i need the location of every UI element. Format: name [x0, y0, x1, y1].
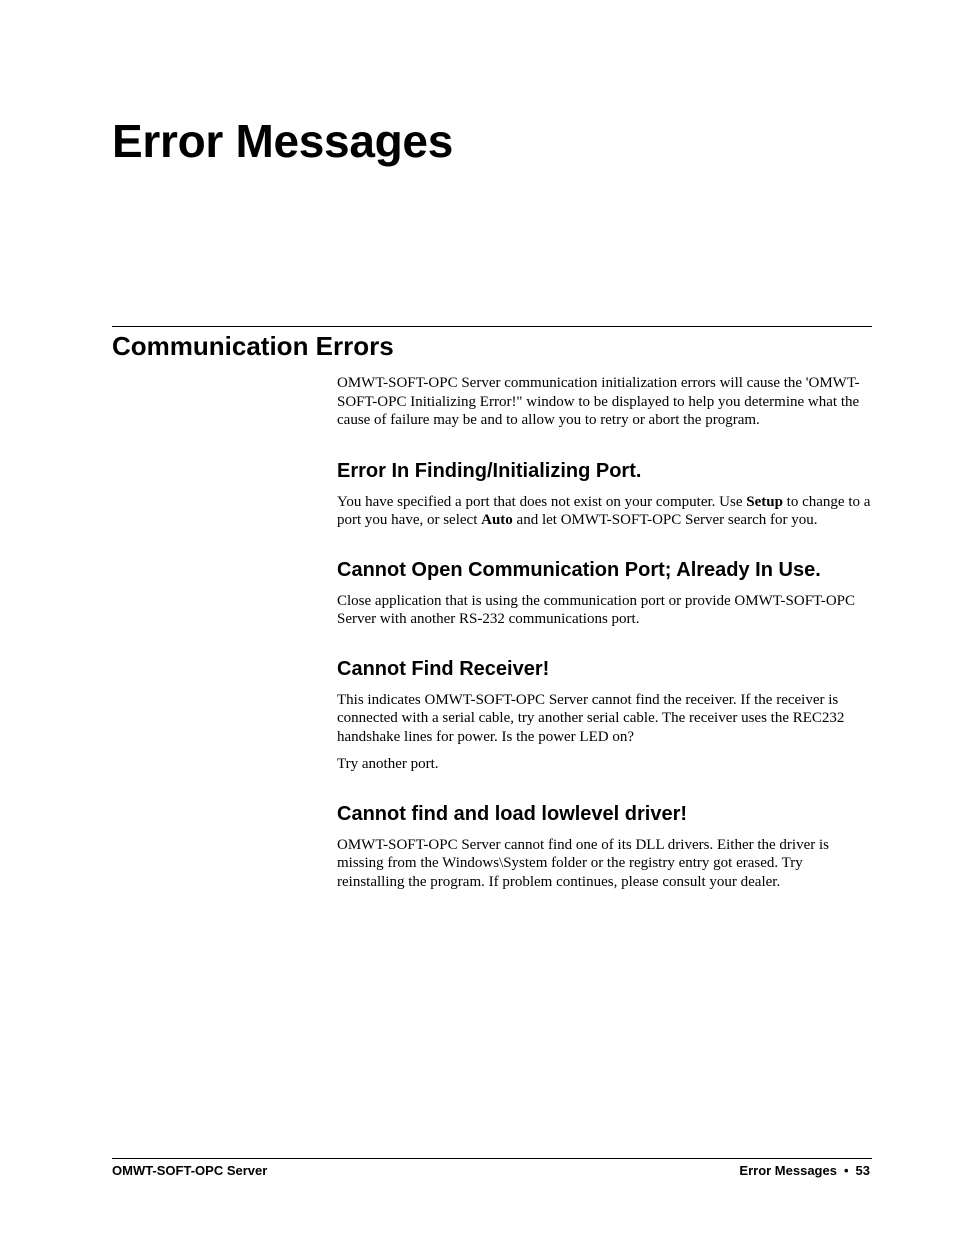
page-number: 53: [855, 1163, 870, 1178]
error-heading-driver: Cannot find and load lowlevel driver!: [337, 802, 688, 825]
keyword-setup: Setup: [746, 493, 783, 510]
error-heading-receiver: Cannot Find Receiver!: [337, 657, 550, 680]
error-heading-port-init: Error In Finding/Initializing Port.: [337, 459, 642, 482]
intro-paragraph: OMWT-SOFT-OPC Server communication initialization errors will cause the 'OMWT-SOFT-OPC Initializing Error!" window to be displayed to help you determine what the cause of failure may be and to allow you to retry or abort the program.: [337, 375, 860, 428]
error-text-driver: OMWT-SOFT-OPC Server cannot find one of its DLL drivers. Either the driver is missing from the Windows\System folder or the registry entry got erased. Try reinstalling the program. If problem continues, please consult your dealer.: [337, 836, 830, 890]
footer-chapter-name: Error Messages: [739, 1163, 837, 1178]
text-segment: to change to a port you have, or select: [337, 493, 871, 528]
footer-bullet: •: [843, 1163, 849, 1178]
footer-divider: [112, 1158, 872, 1159]
error-heading-port-in-use: Cannot Open Communication Port; Already In Use.: [337, 558, 821, 581]
error-text-port-in-use: Close application that is using the communication port or provide OMWT-SOFT-OPC Server with another RS-232 communications port.: [337, 592, 856, 627]
section-title: Communication Errors: [112, 331, 394, 361]
footer-page-info: [739, 1162, 870, 1179]
body-column: [337, 374, 871, 891]
error-text-port-init: [337, 493, 871, 530]
footer-product-name: OMWT-SOFT-OPC Server: [112, 1163, 268, 1178]
keyword-auto: Auto: [481, 512, 513, 528]
chapter-title: Error Messages: [112, 115, 453, 167]
error-text-receiver: This indicates OMWT-SOFT-OPC Server cannot find the receiver. If the receiver is connected with a serial cable, try another serial cable. The receiver uses the REC232 handshake lines for power. Is the power LED on?: [337, 691, 845, 745]
text-segment: and let OMWT-SOFT-OPC Server search for you.: [512, 512, 818, 528]
section-divider: [112, 326, 872, 327]
text-segment: You have specified a port that does not exist on your computer. Use: [337, 493, 747, 510]
error-text-receiver-tip: Try another port.: [337, 756, 439, 772]
